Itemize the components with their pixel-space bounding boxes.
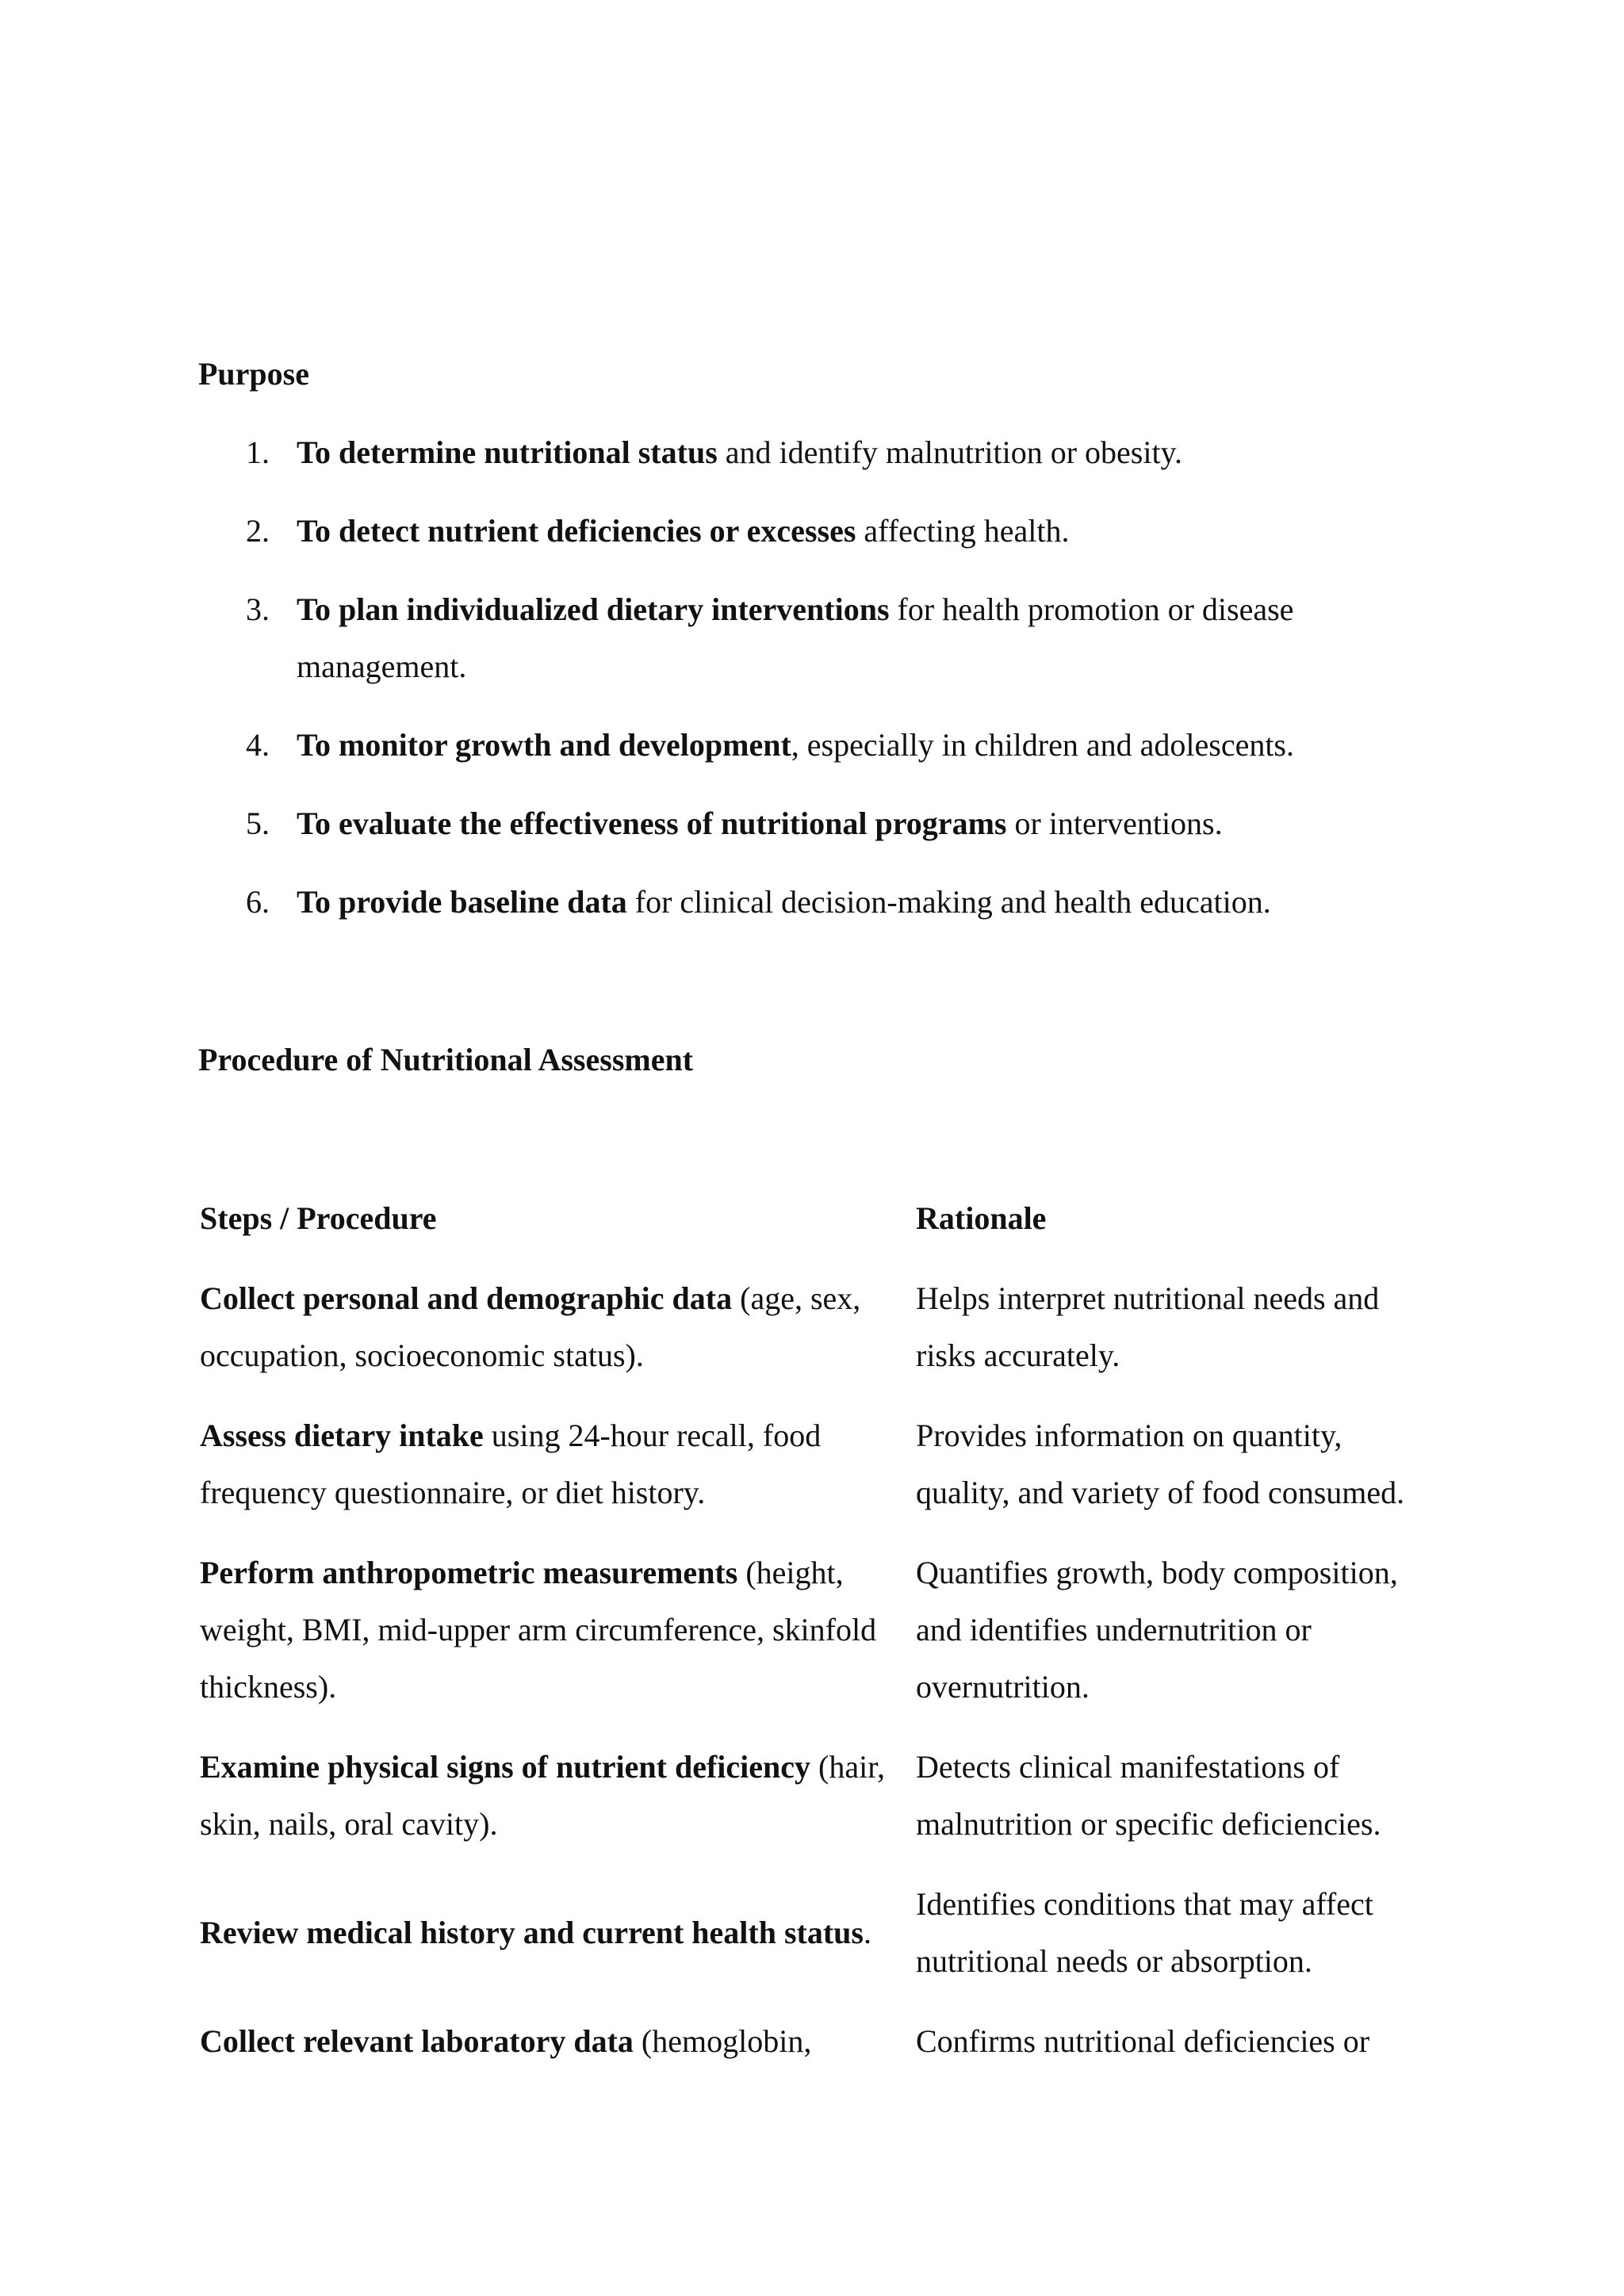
table-row xyxy=(200,1544,1437,1739)
list-item-text: and identify malnutrition or obesity. xyxy=(717,434,1182,470)
list-number: 1. xyxy=(246,434,270,470)
step-text: (age, sex, occupation, socioeconomic status). xyxy=(200,1280,861,1373)
step-bold: Assess dietary intake xyxy=(200,1418,484,1453)
rationale-cell: Provides information on quantity, quality, and variety of food consumed. xyxy=(916,1418,1405,1510)
column-header-rationale: Rationale xyxy=(916,1200,1047,1236)
list-item-text: or interventions. xyxy=(1006,806,1223,841)
table-row xyxy=(200,1270,1437,1407)
list-item-bold: To provide baseline data xyxy=(297,884,627,920)
purpose-list xyxy=(198,424,1427,952)
list-item-bold: To monitor growth and development xyxy=(297,727,791,763)
step-text: using 24-hour recall, food frequency questionnaire, or diet history. xyxy=(200,1418,822,1510)
list-number: 2. xyxy=(246,513,270,549)
list-item xyxy=(198,581,1427,695)
rationale-cell: Helps interpret nutritional needs and risks accurately. xyxy=(916,1280,1380,1373)
list-number: 4. xyxy=(246,727,270,763)
step-text: (height, weight, BMI, mid-upper arm circumference, skinfold thickness). xyxy=(200,1555,877,1705)
step-bold: Review medical history and current health status xyxy=(200,1915,864,1950)
list-item xyxy=(198,424,1427,481)
list-item-bold: To determine nutritional status xyxy=(297,434,718,470)
rationale-cell: Identifies conditions that may affect nutritional needs or absorption. xyxy=(916,1886,1373,1979)
step-cell xyxy=(200,1876,916,2013)
list-item-bold: To detect nutrient deficiencies or excesses xyxy=(297,513,856,549)
step-bold: Examine physical signs of nutrient deficiency xyxy=(200,1749,811,1785)
step-cell xyxy=(200,1407,916,1544)
procedure-table xyxy=(200,1190,1437,2093)
list-item xyxy=(198,795,1427,852)
table-row xyxy=(200,1739,1437,1876)
list-item-bold: To evaluate the effectiveness of nutritional programs xyxy=(297,806,1007,841)
procedure-heading: Procedure of Nutritional Assessment xyxy=(198,1042,694,1077)
list-item-text: for health promotion or disease management. xyxy=(297,591,1294,684)
list-number: 6. xyxy=(246,884,270,920)
column-header-steps: Steps / Procedure xyxy=(200,1200,437,1236)
list-item-text: for clinical decision-making and health education. xyxy=(626,884,1271,920)
list-number: 5. xyxy=(246,806,270,841)
step-text: . xyxy=(864,1915,871,1950)
list-item xyxy=(198,717,1427,774)
step-bold: Collect relevant laboratory data xyxy=(200,2023,634,2059)
step-cell xyxy=(200,2013,916,2093)
rationale-cell: Confirms nutritional deficiencies or xyxy=(916,2023,1370,2059)
step-bold: Collect personal and demographic data xyxy=(200,1280,733,1316)
step-cell xyxy=(200,1739,916,1876)
table-row xyxy=(200,1876,1437,2013)
step-cell xyxy=(200,1544,916,1739)
list-item-text: affecting health. xyxy=(856,513,1070,549)
step-cell xyxy=(200,1270,916,1407)
table-row xyxy=(200,1407,1437,1544)
list-number: 3. xyxy=(246,591,270,627)
table-header-row xyxy=(200,1190,1437,1270)
list-item xyxy=(198,503,1427,560)
rationale-cell: Detects clinical manifestations of malnutrition or specific deficiencies. xyxy=(916,1749,1381,1842)
step-text: (hair, skin, nails, oral cavity). xyxy=(200,1749,885,1842)
step-text: (hemoglobin, xyxy=(633,2023,812,2059)
purpose-heading: Purpose xyxy=(198,356,309,392)
list-item-text: , especially in children and adolescents. xyxy=(791,727,1294,763)
list-item xyxy=(198,874,1427,931)
list-item-bold: To plan individualized dietary interventions xyxy=(297,591,890,627)
rationale-cell: Quantifies growth, body composition, and identifies undernutrition or overnutrition. xyxy=(916,1555,1398,1705)
table-row xyxy=(200,2013,1437,2093)
step-bold: Perform anthropometric measurements xyxy=(200,1555,738,1590)
